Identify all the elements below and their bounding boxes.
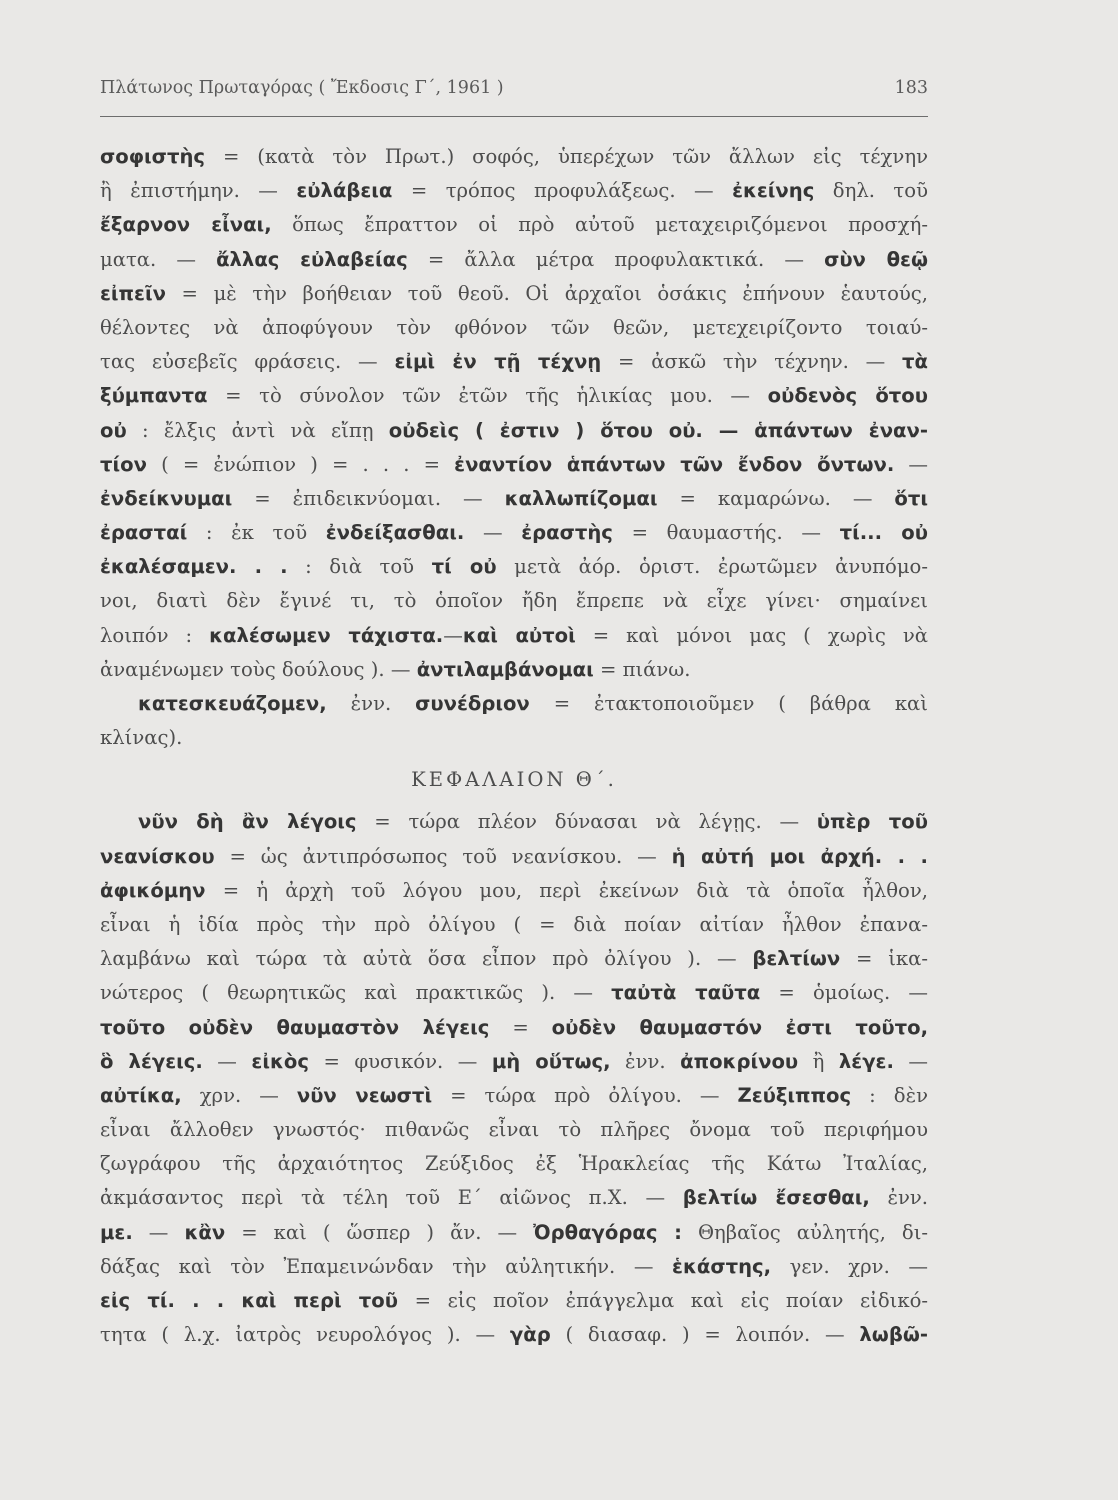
page-body	[100, 140, 928, 1352]
gloss: χρν. —	[181, 1083, 297, 1107]
lemma: ταὐτὰ ταῦτα	[611, 981, 761, 1005]
text-line	[100, 414, 928, 448]
gloss: δάξας καὶ τὸν Ἐπαμεινώνδαν τὴν αὐλητικήν. —	[100, 1254, 673, 1278]
text-line	[100, 942, 928, 976]
gloss: γεν. χρν. —	[771, 1254, 928, 1278]
gloss: λαμβάνω καὶ τώρα τὰ αὐτὰ ὅσα εἶπον πρὸ ὀλίγου ). —	[100, 947, 753, 971]
lemma: οὐδεὶς ( ἐστιν ) ὅτου οὐ. — ἁπάντων ἐναν-	[388, 418, 928, 442]
lemma: γὰρ	[509, 1323, 551, 1347]
text-line	[100, 277, 928, 311]
lemma: ἐνδείκνυμαι	[100, 486, 233, 510]
text-line	[100, 721, 928, 755]
text-line	[100, 1045, 928, 1079]
lemma: καλλωπίζομαι	[504, 486, 658, 510]
gloss: ἐνν.	[869, 1186, 928, 1210]
gloss: ματα. —	[100, 247, 217, 271]
gloss: = ἱκα-	[840, 947, 928, 971]
gloss: εἶναι ἄλλοθεν γνωστός· πιθανῶς εἶναι τὸ πλῆρες ὄνομα τοῦ περιφήμου	[100, 1118, 928, 1142]
lemma: τί οὐ	[431, 555, 497, 579]
gloss: τας εὐσεβεῖς φράσεις. —	[100, 350, 395, 374]
lemma: με.	[100, 1220, 133, 1244]
lemma: ἡ αὐτή μοι ἀρχή. . .	[671, 844, 928, 868]
lemma: ἐκαλέσαμεν. . .	[100, 555, 288, 579]
lemma: ἐνδείξασθαι.	[325, 521, 465, 545]
gloss: = τώρα πλέον δύνασαι νὰ λέγῃς. —	[356, 810, 817, 834]
gloss: = τρόπος προφυλάξεως. —	[392, 179, 733, 203]
gloss: ζωγράφου τῆς ἀρχαιότητος Ζεύξιδος ἐξ Ἡρακλείας τῆς Κάτω Ἰταλίας,	[100, 1152, 928, 1176]
gloss: = ἀσκῶ τὴν τέχνην. —	[601, 350, 903, 374]
lemma: μὴ οὕτως,	[491, 1049, 611, 1073]
lemma: λέγε.	[838, 1049, 894, 1073]
text-line	[100, 208, 928, 242]
lemma: κἂν	[184, 1220, 226, 1244]
gloss: ἐνν.	[610, 1049, 681, 1073]
text-line	[100, 1011, 928, 1045]
lemma: ἐραστὴς	[521, 521, 613, 545]
gloss: ἀναμένωμεν τοὺς δούλους ). —	[100, 657, 417, 681]
chapter-heading: ΚΕΦΑΛΑΙΟΝ Θ΄.	[411, 768, 617, 792]
lemma: ὑπὲρ τοῦ	[816, 810, 928, 834]
gloss: θέλοντες νὰ ἀποφύγουν τὸν φθόνον τῶν θεῶν, μετεχειρίζοντο τοιαύ-	[100, 315, 928, 339]
running-header	[100, 74, 928, 114]
text-line	[100, 140, 928, 174]
gloss: = ὡς ἀντιπρόσωπος τοῦ νεανίσκου. —	[214, 844, 672, 868]
lemma: τὰ	[902, 350, 928, 374]
lemma: αὐτίκα,	[100, 1083, 182, 1107]
text-line	[100, 584, 928, 618]
lemma: εἰπεῖν	[100, 281, 166, 305]
text-line	[100, 1147, 928, 1181]
gloss: = πιάνω.	[593, 657, 691, 681]
text-line	[100, 805, 928, 839]
gloss: : ἔλξις ἀντὶ νὰ εἴπῃ	[126, 418, 389, 442]
text-line	[100, 379, 928, 413]
lemma: βελτίων	[752, 947, 841, 971]
lemma: ἄλλας εὐλαβείας	[216, 247, 408, 271]
lemma: καὶ αὐτοὶ	[462, 623, 576, 647]
text-line	[100, 174, 928, 208]
gloss: = θαυμαστής. —	[612, 521, 840, 545]
page-number: 183	[894, 78, 928, 98]
gloss: = ἐτακτοποιοῦμεν ( βάθρα καὶ	[529, 692, 928, 715]
gloss: —	[443, 623, 463, 647]
gloss: νώτερος ( θεωρητικῶς καὶ πρακτικῶς ). —	[100, 981, 612, 1005]
lemma: τί... οὐ	[839, 521, 928, 545]
text-line	[100, 311, 928, 345]
lemma: οὐδὲν θαυμαστόν ἐστι τοῦτο,	[551, 1015, 928, 1039]
text-line	[100, 550, 928, 584]
lemma: τίον	[100, 452, 147, 476]
gloss: λοιπόν :	[100, 623, 210, 647]
lemma: νεανίσκου	[100, 844, 215, 868]
gloss: ὅπως ἔπραττον οἱ πρὸ αὐτοῦ μεταχειριζόμενοι προσχή-	[271, 213, 928, 237]
gloss: ( διασαφ. ) = λοιπόν. —	[550, 1323, 860, 1347]
lemma: κατεσκευάζομεν,	[138, 692, 327, 715]
gloss: = μὲ τὴν βοήθειαν τοῦ θεοῦ. Οἱ ἀρχαῖοι ὁσάκις ἐπήνουν ἑαυτούς,	[165, 281, 928, 305]
lemma: ἀφικόμην	[100, 878, 206, 902]
lemma: ἔξαρνον εἶναι,	[100, 213, 272, 237]
text-line	[100, 874, 928, 908]
gloss: = (κατὰ τὸν Πρωτ.) σοφός, ὑπερέχων τῶν ἄλλων εἰς τέχνην	[205, 145, 928, 168]
text-line	[100, 1181, 928, 1215]
text-line	[100, 1318, 928, 1352]
gloss: κλίνας).	[100, 726, 183, 750]
text-line	[100, 619, 928, 653]
gloss: : ἐκ τοῦ	[187, 521, 326, 545]
text-line	[100, 1079, 928, 1113]
gloss: —	[893, 1049, 928, 1073]
text-line	[100, 1216, 928, 1250]
lemma: τοῦτο οὐδὲν θαυμαστὸν λέγεις	[100, 1015, 490, 1039]
gloss: = ἡ ἀρχὴ τοῦ λόγου μου, περὶ ἐκείνων διὰ τὰ ὁποῖα ἦλθον,	[205, 878, 928, 902]
lemma: οὐ	[100, 418, 127, 442]
lemma: ἐναντίον ἁπάντων τῶν ἔνδον ὄντων.	[454, 452, 895, 476]
text-line	[100, 1284, 928, 1318]
lemma: Ζεύξιππος	[737, 1083, 852, 1107]
header-rule	[100, 116, 928, 117]
gloss: ἢ ἐπιστήμην. —	[100, 179, 297, 203]
lemma: ἐκείνης	[732, 179, 815, 203]
gloss: : διὰ τοῦ	[287, 555, 432, 579]
gloss: ἢ	[798, 1049, 839, 1073]
header-title: Πλάτωνος Πρωταγόρας ( Ἔκδοσις Γ΄, 1961 )	[100, 78, 504, 98]
gloss: = ἄλλα μέτρα προφυλακτικά. —	[407, 247, 825, 271]
text-line	[100, 687, 928, 721]
gloss: = καὶ μόνοι μας ( χωρὶς νὰ	[575, 623, 928, 647]
gloss: = φυσικόν. —	[308, 1049, 492, 1073]
gloss: Θηβαῖος αὐλητής, δι-	[681, 1220, 928, 1244]
lemma: ἐρασταί	[100, 521, 188, 545]
gloss: = καμαρώνω. —	[657, 486, 895, 510]
gloss: =	[489, 1015, 552, 1039]
text-line	[100, 840, 928, 874]
lemma: εὐλάβεια	[296, 179, 393, 203]
gloss: = τὸ σύνολον τῶν ἐτῶν τῆς ἡλικίας μου. —	[207, 384, 768, 408]
text-line	[100, 653, 928, 687]
text-line	[100, 448, 928, 482]
gloss: = ἐπιδεικνύομαι. —	[232, 486, 505, 510]
lemma: ἀντιλαμβάνομαι	[416, 657, 594, 681]
lemma: βελτίω ἔσεσθαι,	[682, 1186, 870, 1210]
gloss: —	[464, 521, 522, 545]
lemma: νῦν νεωστὶ	[296, 1083, 433, 1107]
lemma: ὃ λέγεις.	[100, 1049, 203, 1073]
gloss: εἶναι ἡ ἰδία πρὸς τὴν πρὸ ὀλίγου ( = διὰ ποίαν αἰτίαν ἦλθον ἐπανα-	[100, 912, 928, 936]
gloss: μετὰ ἀόρ. ὁριστ. ἐρωτῶμεν ἀνυπόμο-	[496, 555, 928, 579]
lemma: συνέδριον	[415, 692, 530, 715]
text-line	[100, 908, 928, 942]
gloss: —	[894, 452, 928, 476]
gloss: = καὶ ( ὥσπερ ) ἄν. —	[225, 1220, 534, 1244]
text-line	[100, 345, 928, 379]
gloss: ἐνν.	[326, 692, 416, 715]
lemma: εἰμὶ ἐν τῇ τέχνῃ	[394, 350, 602, 374]
text-line	[100, 482, 928, 516]
lemma: ἀποκρίνου	[680, 1049, 799, 1073]
lemma: σοφιστὴς	[100, 145, 206, 168]
gloss: : δὲν	[851, 1083, 928, 1107]
lemma: καλέσωμεν τάχιστα.	[209, 623, 444, 647]
lemma: ὅτι	[894, 486, 928, 510]
lemma: σὺν θεῷ	[824, 247, 928, 271]
gloss: —	[132, 1220, 185, 1244]
lemma: οὐδενὸς ὅτου	[767, 384, 928, 408]
lemma: εἰκὸς	[251, 1049, 309, 1073]
lemma: Ὀρθαγόρας :	[533, 1220, 682, 1244]
lemma: λωβῶ-	[859, 1323, 928, 1347]
gloss: ( = ἐνώπιον ) = . . . =	[146, 452, 455, 476]
text-line	[100, 516, 928, 550]
text-line	[100, 243, 928, 277]
gloss: —	[202, 1049, 252, 1073]
lemma: ἑκάστης,	[672, 1254, 772, 1278]
gloss: = ὁμοίως. —	[760, 981, 928, 1005]
lemma: ξύμπαντα	[100, 384, 208, 408]
text-line	[100, 1113, 928, 1147]
lemma: εἰς τί. . . καὶ περὶ τοῦ	[100, 1289, 398, 1312]
lemma: νῦν δὴ ἂν λέγοις	[138, 810, 357, 834]
gloss: νοι, διατὶ δὲν ἔγινέ τι, τὸ ὁποῖον ἤδη ἔπρεπε νὰ εἶχε γίνει· σημαίνει	[100, 589, 928, 613]
gloss: δηλ. τοῦ	[814, 179, 928, 203]
text-line	[100, 976, 928, 1010]
text-line	[100, 1250, 928, 1284]
gloss: = τώρα πρὸ ὀλίγου. —	[432, 1083, 738, 1107]
gloss: = εἰς ποῖον ἐπάγγελμα καὶ εἰς ποίαν εἰδικό-	[397, 1289, 928, 1312]
gloss: ἀκμάσαντος περὶ τὰ τέλη τοῦ Ε΄ αἰῶνος π.Χ. —	[100, 1186, 683, 1210]
gloss: τητα ( λ.χ. ἰατρὸς νευρολόγος ). —	[100, 1323, 510, 1347]
